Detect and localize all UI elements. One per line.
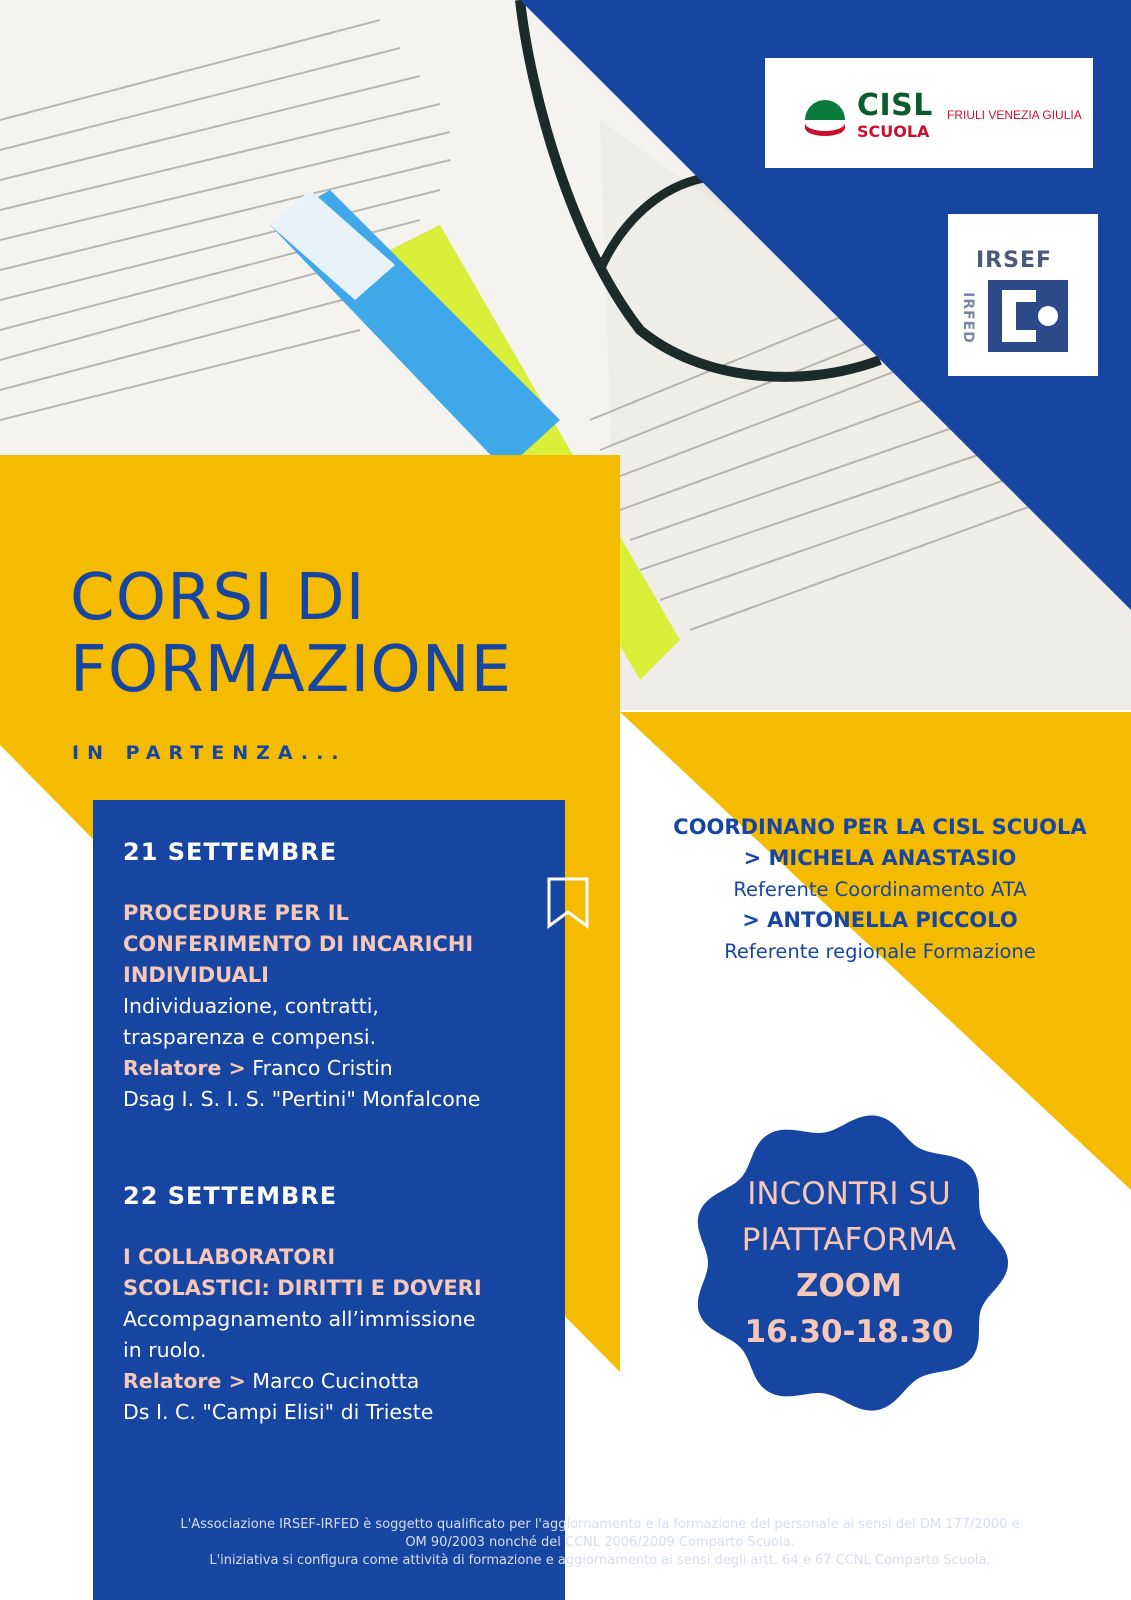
speaker-label: Relatore >	[123, 1056, 246, 1080]
bookmark-icon	[546, 876, 590, 930]
badge-line-2: PIATTAFORMA	[741, 1222, 957, 1258]
event-2-date: 22 SETTEMBRE	[123, 1182, 338, 1210]
event-1-description: Individuazione, contratti, trasparenza e compensi.	[123, 994, 379, 1049]
irsef-logo-name: IRSEF	[976, 248, 1053, 273]
badge-line-3: ZOOM	[795, 1268, 903, 1304]
events-panel	[93, 800, 565, 1600]
event-1-date: 21 SETTEMBRE	[123, 838, 338, 866]
event-2-title: I COLLABORATORI SCOLASTICI: DIRITTI E DOVERI	[123, 1245, 482, 1300]
footer-line-2: OM 90/2003 nonché del CCNL 2006/2009 Comparto Scuola.	[405, 1535, 795, 1550]
event-2-speaker	[123, 1366, 553, 1428]
footer-line-3: L'iniziativa si configura come attività di formazione e aggiornamento ai sensi degli artt. 64 e 67 CCNL Comparto Scuola.	[209, 1553, 991, 1568]
title-line-2: FORMAZIONE	[70, 633, 513, 707]
speaker-role: Ds I. C. "Campi Elisi" di Trieste	[123, 1400, 434, 1424]
footer-line-1: L'Associazione IRSEF-IRFED è soggetto qualificato per l'aggiornamento e la formazione del personale ai sensi del DM 177/2000 e	[180, 1517, 1020, 1532]
cisl-logo-sub: SCUOLA	[857, 122, 930, 141]
zoom-badge	[690, 1113, 1008, 1413]
page-subtitle: IN PARTENZA...	[72, 742, 347, 764]
page-title	[70, 562, 610, 706]
cisl-logo-region: FRIULI VENEZIA GIULIA	[947, 108, 1082, 122]
event-1-speaker	[123, 1053, 553, 1115]
coordinator-2-role: Referente regionale Formazione	[724, 940, 1036, 963]
coordinator-1-role: Referente Coordinamento ATA	[733, 878, 1027, 901]
speaker-name: Franco Cristin	[252, 1056, 393, 1080]
badge-line-1: INCONTRI SU	[747, 1176, 951, 1212]
irsef-emblem-icon	[988, 280, 1068, 352]
badge-line-4: 16.30-18.30	[744, 1314, 954, 1350]
speaker-label: Relatore >	[123, 1369, 246, 1393]
event-1-title: PROCEDURE PER IL CONFERIMENTO DI INCARICHI INDIVIDUALI	[123, 901, 474, 987]
coordinator-1-name: > MICHELA ANASTASIO	[743, 846, 1017, 870]
speaker-role: Dsag I. S. I. S. "Pertini" Monfalcone	[123, 1087, 481, 1111]
title-line-1: CORSI DI	[70, 561, 366, 635]
cisl-emblem-icon	[801, 90, 849, 138]
speaker-name: Marco Cucinotta	[252, 1369, 420, 1393]
irsef-logo	[948, 214, 1098, 376]
event-2-description: Accompagnamento all’immissione in ruolo.	[123, 1307, 476, 1362]
cisl-logo-name: CISL	[857, 88, 933, 123]
cisl-scuola-logo	[765, 58, 1093, 168]
coordinators-block	[650, 812, 1110, 967]
irsef-logo-side: IRFED	[959, 292, 976, 344]
coordinator-2-name: > ANTONELLA PICCOLO	[742, 908, 1018, 932]
footer-note	[110, 1516, 1090, 1570]
coordinators-heading: COORDINANO PER LA CISL SCUOLA	[673, 815, 1087, 839]
